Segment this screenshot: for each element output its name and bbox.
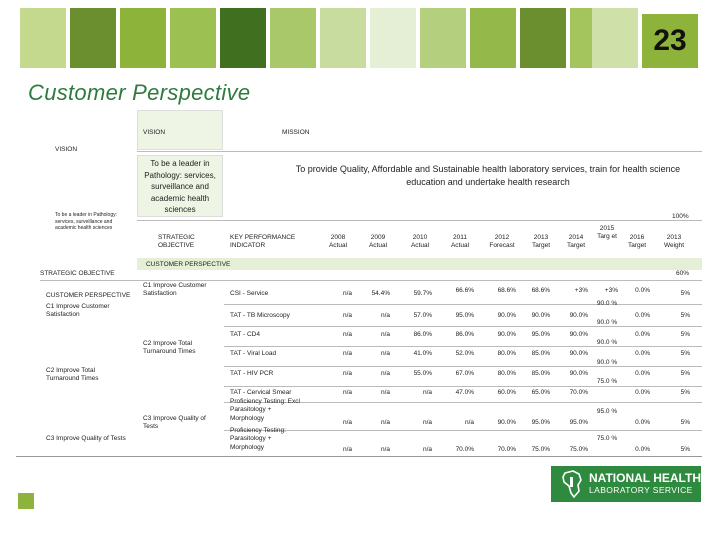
- value-2010: 57.0%: [413, 312, 432, 319]
- value-2016: 0.0%: [635, 312, 650, 319]
- value-2008: n/a: [342, 312, 352, 319]
- objective-c2: C2 Improve Total Turnaround Times: [143, 340, 196, 356]
- row-line: [224, 366, 702, 367]
- value-2016: 0.0%: [635, 331, 650, 338]
- header-square-8: [370, 8, 416, 68]
- value-weight: 5%: [680, 331, 690, 338]
- value-2010: n/a: [422, 419, 432, 426]
- header-square-6: [270, 8, 316, 68]
- value-2009: n/a: [380, 312, 390, 319]
- left-vision-small: To be a leader in Pathology: services, surveillance and academic health sciences: [55, 212, 117, 231]
- value-2012: 90.0%: [497, 419, 516, 426]
- value-2010: 41.0%: [413, 350, 432, 357]
- value-2012: 90.0%: [497, 331, 516, 338]
- value-2014: 70.0%: [569, 389, 588, 396]
- col-2012: 2012 Forecast: [489, 234, 515, 250]
- value-2013: 65.0%: [531, 389, 550, 396]
- mission-header: MISSION: [282, 129, 310, 136]
- value-2008: n/a: [342, 446, 352, 453]
- value-2009: 54.4%: [371, 290, 390, 297]
- kpi-cell: TAT - Viral Load: [230, 350, 277, 357]
- col-2008: 2008 Actual: [328, 234, 348, 250]
- value-2009: n/a: [380, 350, 390, 357]
- africa-map-icon: [559, 469, 585, 499]
- value-2012: 68.6%: [497, 287, 516, 294]
- row-line: [224, 304, 702, 305]
- header-square-1: [20, 8, 66, 68]
- value-2016: 0.0%: [635, 287, 650, 294]
- value-2015: 95.0 %: [596, 408, 618, 415]
- value-weight: 5%: [680, 419, 690, 426]
- left-c2-label: C2 Improve Total Turnaround Times: [46, 367, 99, 383]
- value-2015: +3%: [604, 287, 618, 294]
- value-2016: 0.0%: [635, 419, 650, 426]
- value-2012: 70.0%: [497, 446, 516, 453]
- logo-line-2: LABORATORY SERVICE: [589, 485, 693, 496]
- value-2014: 90.0%: [569, 331, 588, 338]
- header-square-11: [520, 8, 566, 68]
- value-weight: 5%: [680, 370, 690, 377]
- value-2008: n/a: [342, 350, 352, 357]
- col-2015: 2015 Targ et: [597, 225, 617, 241]
- left-c3-label: C3 Improve Quality of Tests: [46, 435, 126, 442]
- value-2010: 55.0%: [413, 370, 432, 377]
- page-title: Customer Perspective: [28, 80, 251, 105]
- value-2010: 86.0%: [413, 331, 432, 338]
- page-number: 23: [642, 14, 698, 68]
- footer-square: [18, 493, 34, 509]
- value-2009: n/a: [380, 331, 390, 338]
- left-customer-perspective: CUSTOMER PERSPECTIVE: [46, 292, 131, 299]
- col-strategic-objective: STRATEGIC OBJECTIVE: [158, 234, 195, 250]
- header-square-4: [170, 8, 216, 68]
- value-weight: 5%: [680, 350, 690, 357]
- col-2013: 2013 Target: [531, 234, 551, 250]
- value-2008: n/a: [342, 290, 352, 297]
- header-square-13: [592, 8, 638, 68]
- vision-text: To be a leader in Pathology: services, surveillance and academic health sciences: [144, 159, 216, 215]
- kpi-cell: TAT - CD4: [230, 331, 260, 338]
- header-square-10: [470, 8, 516, 68]
- value-2013: 75.0%: [531, 446, 550, 453]
- vision-header: VISION: [143, 129, 166, 136]
- col-kpi: KEY PERFORMANCE INDICATOR: [230, 234, 296, 250]
- col-2010: 2010 Actual: [410, 234, 430, 250]
- kpi-cell: Proficiency Testing: Excl Parasitology + Morphology: [230, 398, 300, 422]
- kpi-cell: TAT - TB Microscopy: [230, 312, 290, 319]
- value-2016: 0.0%: [635, 370, 650, 377]
- value-2013: 95.0%: [531, 331, 550, 338]
- side-vision-label: VISION: [55, 146, 78, 153]
- value-2013: 90.0%: [531, 312, 550, 319]
- value-2014: 90.0%: [569, 350, 588, 357]
- value-2013: 85.0%: [531, 370, 550, 377]
- logo-text: [589, 472, 701, 496]
- value-2010: n/a: [422, 446, 432, 453]
- left-c1-label: C1 Improve Customer Satisfaction: [46, 303, 110, 319]
- value-2010: 59.7%: [413, 290, 432, 297]
- value-2008: n/a: [342, 419, 352, 426]
- nhls-logo: [551, 466, 701, 502]
- header-square-7: [320, 8, 366, 68]
- value-2009: n/a: [380, 370, 390, 377]
- value-2013: 85.0%: [531, 350, 550, 357]
- header-divider: [137, 151, 702, 152]
- col-2014: 2014 Target: [566, 234, 586, 250]
- value-2014: 90.0%: [569, 312, 588, 319]
- value-2015: 90.0 %: [596, 319, 618, 326]
- value-2014: +3%: [574, 287, 588, 294]
- header-square-5: [220, 8, 266, 68]
- value-2015: 90.0 %: [596, 359, 618, 366]
- value-2008: n/a: [342, 331, 352, 338]
- value-2013: 95.0%: [531, 419, 550, 426]
- col-weight: 2013 Weight: [663, 234, 685, 250]
- value-2013: 68.6%: [531, 287, 550, 294]
- mission-text: To provide Quality, Affordable and Sustainable health laboratory services, train for health science education and undertake health research: [295, 164, 681, 188]
- value-2011: 70.0%: [455, 446, 474, 453]
- value-2012: 80.0%: [497, 350, 516, 357]
- value-2012: 80.0%: [497, 370, 516, 377]
- value-2011: 95.0%: [455, 312, 474, 319]
- value-2011: n/a: [464, 419, 474, 426]
- value-2015: 90.0 %: [596, 339, 618, 346]
- value-2011: 47.0%: [455, 389, 474, 396]
- value-2012: 90.0%: [497, 312, 516, 319]
- header-square-9: [420, 8, 466, 68]
- value-2008: n/a: [342, 370, 352, 377]
- header-square-2: [70, 8, 116, 68]
- row-line: [224, 326, 702, 327]
- value-2016: 0.0%: [635, 389, 650, 396]
- value-2015: 75.0 %: [596, 435, 618, 442]
- kpi-cell: TAT - Cervical Smear: [230, 389, 292, 396]
- weight-total: 100%: [672, 213, 689, 220]
- value-2008: n/a: [342, 389, 352, 396]
- value-weight: 5%: [680, 290, 690, 297]
- section-label: CUSTOMER PERSPECTIVE: [146, 261, 231, 268]
- col-2009: 2009 Actual: [368, 234, 388, 250]
- value-2015: 90.0 %: [596, 300, 618, 307]
- value-weight: 5%: [680, 446, 690, 453]
- value-2009: n/a: [380, 419, 390, 426]
- header-square-3: [120, 8, 166, 68]
- value-2016: 0.0%: [635, 446, 650, 453]
- value-2016: 0.0%: [635, 350, 650, 357]
- value-2011: 66.6%: [455, 287, 474, 294]
- value-2011: 67.0%: [455, 370, 474, 377]
- value-2014: 75.0%: [569, 446, 588, 453]
- objective-c1: C1 Improve Customer Satisfaction: [143, 282, 207, 298]
- value-weight: 5%: [680, 312, 690, 319]
- col-2016: 2016 Target: [627, 234, 647, 250]
- footer-line: [16, 456, 702, 457]
- value-2009: n/a: [380, 389, 390, 396]
- value-2011: 52.0%: [455, 350, 474, 357]
- kpi-cell: TAT - HIV PCR: [230, 370, 274, 377]
- logo-line-1: NATIONAL HEALTH: [589, 471, 701, 486]
- objective-c3: C3 Improve Quality of Tests: [143, 415, 206, 431]
- value-2012: 60.0%: [497, 389, 516, 396]
- weight-section: 60%: [676, 270, 690, 277]
- kpi-cell: Proficiency Testing: Parasitology + Morphology: [230, 427, 286, 451]
- vision-divider: [137, 220, 702, 221]
- value-2011: 86.0%: [455, 331, 474, 338]
- kpi-cell: CSI - Service: [230, 290, 269, 297]
- value-2014: 90.0%: [569, 370, 588, 377]
- left-strategic-objective: STRATEGIC OBJECTIVE: [40, 270, 115, 277]
- value-2009: n/a: [380, 446, 390, 453]
- value-2010: n/a: [422, 389, 432, 396]
- col-2011: 2011 Actual: [450, 234, 470, 250]
- section-divider: [40, 280, 702, 281]
- value-2015: 75.0 %: [596, 378, 618, 385]
- row-line: [224, 346, 702, 347]
- value-2014: 95.0%: [569, 419, 588, 426]
- row-line: [224, 386, 702, 387]
- value-weight: 5%: [680, 389, 690, 396]
